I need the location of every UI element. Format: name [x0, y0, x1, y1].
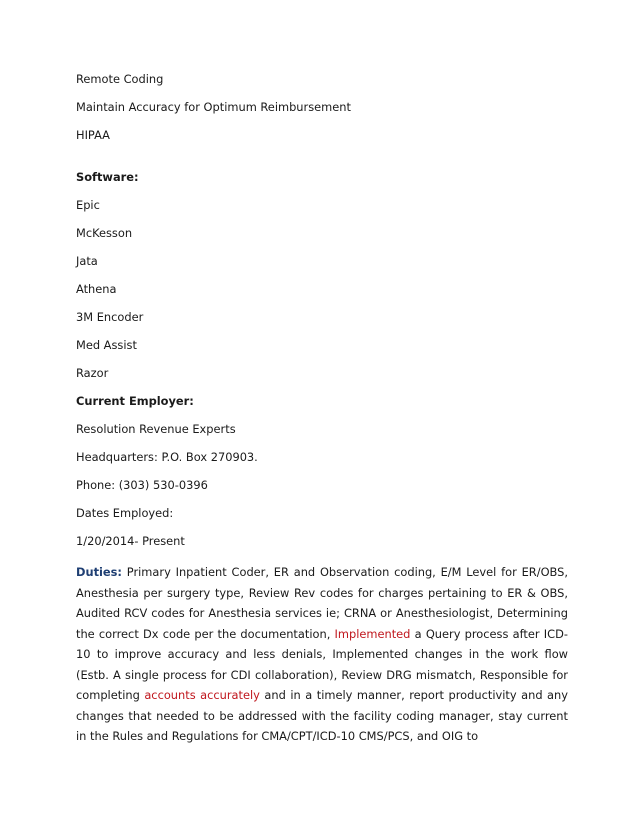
duties-paragraph [76, 562, 568, 747]
line-maintain-accuracy: Maintain Accuracy for Optimum Reimbursement [76, 100, 351, 114]
software-item-razor: Razor [76, 366, 109, 380]
duties-highlight-implemented: Implemented [334, 626, 411, 641]
duties-text-1: Primary Inpatient Coder, ER and Observation coding, E/M Level for ER/OBS, Anesthesia per surgery type, Review Rev codes for charges pertaining to ER & OBS, Audited RCV codes for Anesthesia services ie; CRNA or Anesthesiologist, Determining the correct Dx code per the documentation, [76, 565, 568, 641]
dates-employed-value: 1/20/2014- Present [76, 534, 185, 548]
dates-employed-label: Dates Employed: [76, 506, 174, 520]
duties-text-2: a Query process after ICD-10 to improve accuracy and less denials, Implemented changes in the work flow (Estb. A single process for CDI collaboration), Review DRG mismatch, Responsible for completing [76, 626, 568, 702]
employer-phone: Phone: (303) 530-0396 [76, 478, 208, 492]
software-item-mckesson: McKesson [76, 226, 133, 240]
software-item-3m-encoder: 3M Encoder [76, 310, 144, 324]
duties-label: Duties: [76, 565, 122, 579]
software-item-jata: Jata [76, 254, 98, 268]
employer-name: Resolution Revenue Experts [76, 422, 236, 436]
employer-headquarters: Headquarters: P.O. Box 270903. [76, 450, 258, 464]
line-hipaa: HIPAA [76, 128, 110, 142]
software-item-athena: Athena [76, 282, 117, 296]
document-page [76, 72, 568, 747]
software-item-epic: Epic [76, 198, 100, 212]
software-heading: Software: [76, 170, 139, 184]
duties-highlight-accounts-accurately: accounts accurately [144, 688, 260, 702]
employer-heading: Current Employer: [76, 394, 194, 408]
duties-text-3: and in a timely manner, report productivity and any changes that needed to be addressed with the facility coding manager, stay current in the Rules and Regulations for CMA/CPT/ICD-10 CMS/PCS, and OIG to [76, 688, 568, 743]
software-item-med-assist: Med Assist [76, 338, 137, 352]
line-remote-coding: Remote Coding [76, 72, 164, 86]
